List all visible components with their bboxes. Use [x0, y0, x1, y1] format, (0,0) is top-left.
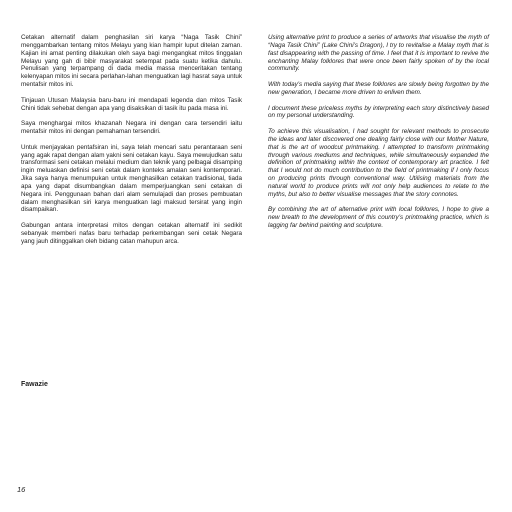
author-name: Fawazie	[21, 381, 48, 388]
english-paragraph-1: Using alternative print to produce a series of artworks that visualise the myth of “Naga Tasik Chini” (Lake Chini’s Dragon), I try to revitalise a Malay myth that is fast disappearing with the passing of time. I feel that it is important to revive the enchanting Malay folklores that were once been fairly spoken of by the local community.	[268, 34, 489, 73]
malay-paragraph-3: Saya menghargai mitos khazanah Negara ini dengan cara tersendiri iaitu mentafsir mitos ini dengan pemahaman tersendiri.	[21, 120, 242, 136]
english-text-column	[268, 34, 489, 238]
malay-paragraph-5: Gabungan antara interpretasi mitos dengan cetakan alternatif ini sedikit sebanyak memberi nafas baru terhadap perkembangan seni cetak Negara yang jauh ditinggalkan oleh bidang catan mahupun arca.	[21, 222, 242, 245]
english-paragraph-2: With today’s media saying that these folklores are slowly being forgotten by the new generation, I became more driven to enliven them.	[268, 81, 489, 96]
malay-paragraph-1: Cetakan alternatif dalam penghasilan siri karya “Naga Tasik Chini” menggambarkan tentang mitos Melayu yang kian hampir luput ditelan zaman. Kajian ini amat penting dilakukan oleh saya bagi mengangkat mitos tinggalan Melayu yang gah di bibir masyarakat setempat pada suatu ketika dahulu. Penulisan yang terpampang di dada media massa menceritakan tentang kelenyapan mitos ini secara perlahan-lahan menguatkan lagi hasrat saya untuk mentafsir mitos ini.	[21, 34, 242, 89]
english-paragraph-3: I document these priceless myths by interpreting each story distinctively based on my personal understanding.	[268, 104, 489, 120]
malay-paragraph-2: Tinjauan Utusan Malaysia baru-baru ini mendapati legenda dan mitos Tasik Chini tidak sehebat dengan apa yang disaksikan di tasik itu pada masa ini.	[21, 96, 242, 112]
english-paragraph-5: By combining the art of alternative print with local folklores, I hope to give a new breath to the development of this country’s printmaking practice, which is lagging far behind painting and sculpture.	[268, 206, 489, 230]
malay-text-column	[21, 34, 242, 253]
english-paragraph-4: To achieve this visualisation, I had sought for relevant methods to prosecute the ideas and later discovered one dealing fairly close with our Mother Nature, that is the art of woodcut printmaking. I attempted to transform printmaking through various mediums and techniques, while simultaneously expanded the definition of printmaking within the context of contemporary art practice. I felt that I would not do much contribution to the field of printmaking if I only focus on producing prints through conventional way. Utilising materials from the natural world to produce prints will not only help audiences to relate to the myths, but also to better visualise messages that the story connotes.	[268, 127, 489, 198]
page-number: 16	[17, 485, 26, 494]
malay-paragraph-4: Untuk menjayakan pentafsiran ini, saya telah mencari satu perantaraan seni yang agak rapat dengan alam yakni seni cetakan kayu. Saya mewujudkan satu transformasi seni cetakan melalui medium dan teknik yang pelbagai disamping ingin meluaskan definisi seni cetak dalam konteks amalan seni kontemporari. Jika saya hanya menumpukan untuk menghasilkan cetakan tradisional, tiada apa yang dapat disumbangkan dalam memperjuangkan seni cetakan di Negara ini. Penggunaan bahan dari alam semulajadi dan proses pembuatan dalam menghasilkan siri karya menguatkan lagi maksud tersirat yang ingin disampaikan.	[21, 143, 242, 214]
